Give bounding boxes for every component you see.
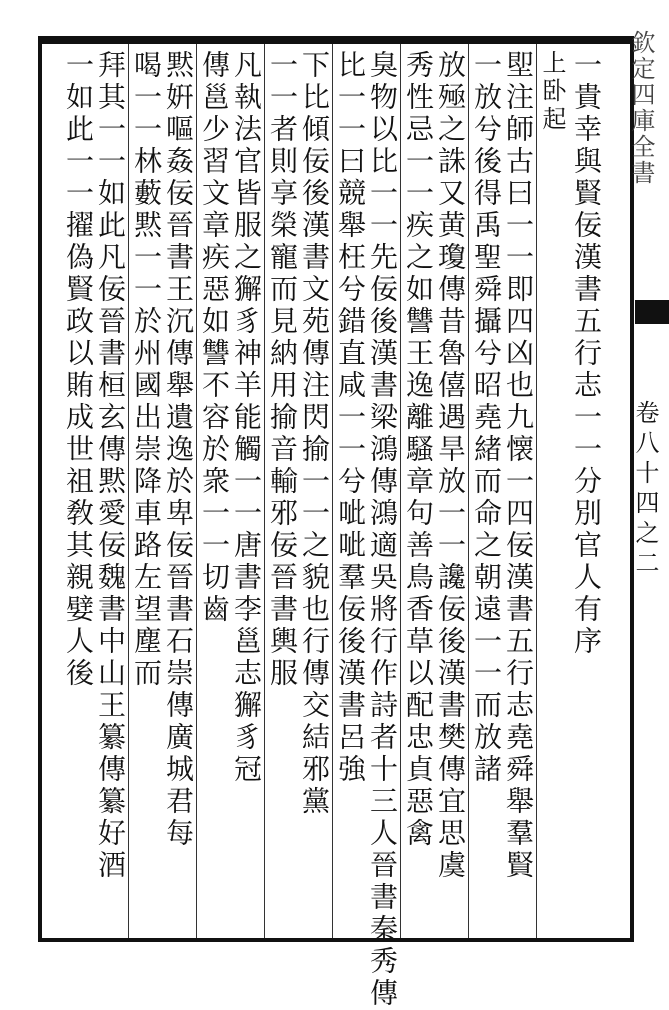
text-column-4: 一放兮後得禹聖舜攝兮昭堯緒而命之朝遠一一而放諸 (470, 50, 503, 786)
volume-label: 卷八十四之二 (631, 400, 659, 580)
text-column-5: 放殛之誅又黄瓊傳昔魯僖遇旱放一一讒佞後漢書樊傳宜思虞 (434, 50, 467, 882)
column-rule (400, 44, 401, 938)
text-column-9: 下比傾佞後漢書文苑傳注閃揄一一之貌也行傳交結邪黨 (298, 50, 331, 818)
text-column-12: 傳邕少習文章疾惡如讐不容於衆一一切齒 (198, 50, 231, 626)
column-rule (264, 44, 265, 938)
column-rule (536, 44, 537, 938)
text-column-15: 拜其一一如此凡佞晉書桓玄傳黙愛佞魏書中山王纂傳纂好酒 (94, 50, 127, 882)
column-rule (468, 44, 469, 938)
column-rule (196, 44, 197, 938)
text-column-14: 喝一一林藪黙一一於州國出崇降車路左望塵而 (130, 50, 163, 690)
text-column-10: 一一者則享榮寵而見納用揄音輸邪佞晉書輿服 (266, 50, 299, 690)
text-column-16: 一如此一一擢偽賢政以賄成世祖敎其親嬖人後 (62, 50, 95, 690)
text-column-3: 堲注師古曰一一即四凶也九懐一四佞漢書五行志堯舜舉羣賢 (502, 50, 535, 882)
text-column-13: 黙姸嘔姦佞晉書王沉傳舉遺逸於卑佞晉書石崇傳廣城君每 (162, 50, 195, 850)
column-rule (128, 44, 129, 938)
text-column-8: 比一一曰競舉枉兮錯直咸一一兮呲呲羣佞後漢書呂強 (334, 50, 367, 786)
fish-tail-mark (635, 300, 669, 324)
text-column-1: 一貴幸與賢佞漢書五行志一一分別官人有序 (570, 50, 603, 658)
book-title: 欽定四庫全書 (627, 30, 655, 186)
column-rule (332, 44, 333, 938)
text-column-7: 臭物以比一一先佞後漢書梁鴻傳鴻適吳將行作詩者十三人晉書秦秀傳 (366, 50, 399, 1010)
text-column-6: 秀性忌一一疾之如讐王逸離騷章句善鳥香草以配忠貞惡禽 (402, 50, 435, 850)
text-column-11: 凡執法官皆服之獬豸神羊能觸一一唐書李邕志獬豸冠 (230, 50, 263, 786)
text-column-2: 上卧起 (538, 50, 566, 134)
